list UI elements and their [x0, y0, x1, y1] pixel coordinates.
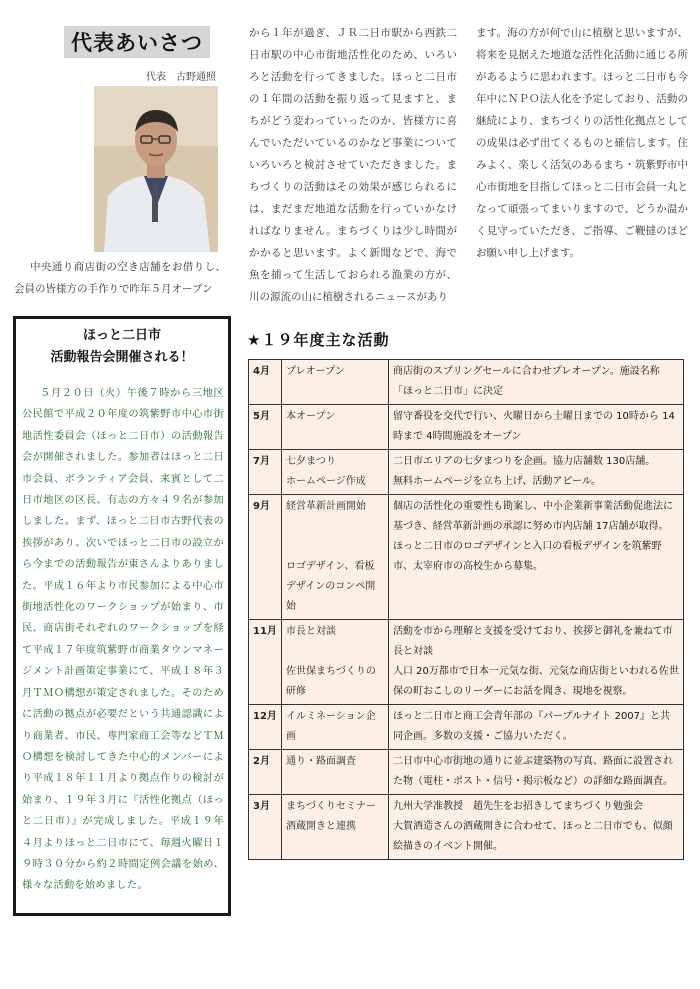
activity-name [282, 750, 389, 795]
greeting-title: 代表あいさつ [64, 26, 210, 58]
table-row [249, 450, 684, 495]
activity-detail [389, 495, 684, 620]
activity-detail [389, 750, 684, 795]
activity-detail-item: 商店街のスプリングセールに合わせプレオープン。施設名称「ほっと二日市」に決定 [393, 366, 660, 397]
activity-detail-item: 九州大学准教授 趙先生をお招きしてまちづくり勉強会 [393, 801, 643, 812]
activity-name-item: ホームページ作成 [286, 476, 366, 487]
table-row [249, 495, 684, 620]
report-title [16, 325, 228, 369]
activity-name [282, 620, 389, 705]
activity-name [282, 405, 389, 450]
greeting-text-col1: 中央通り商店街の空き店舗をお借りし、会員の皆様方の手作りで昨年５月オープン [14, 261, 226, 295]
activity-month: 2月 [249, 750, 282, 795]
activity-name-item: まちづくりセミナー [286, 801, 376, 812]
activity-detail-item: 活動を市から理解と支援を受けており、挨拶と御礼を兼ねて市長と対談 [393, 626, 673, 657]
activity-name [282, 450, 389, 495]
activity-detail [389, 360, 684, 405]
table-row [249, 360, 684, 405]
activity-detail-item: 個店の活性化の重要性も勘案し、中小企業新事業活動促進法に基づき、経営革新計画の承認に努め市内店舗 17店舗が取得。 [393, 501, 673, 532]
table-row [249, 620, 684, 705]
table-row [249, 705, 684, 750]
activity-detail-item: 無料ホームページを立ち上げ、活動アピール。 [393, 476, 601, 487]
activity-name-item: 佐世保まちづくりの研修 [286, 666, 376, 697]
activity-detail-item: ほっと二日市と商工会青年部の『パープルナイト 2007』と共同企画。多数の支援・ご協力いただく。 [393, 711, 671, 742]
report-title-line2: 活動報告会開催される！ [50, 350, 194, 365]
activity-detail-item: 二日市エリアの七夕まつりを企画。協力店舗数 130店舗。 [393, 456, 656, 467]
greeting-text-col2: から１年が過ぎ、ＪＲ二日市駅から西鉄二日市駅の中心市街地活性化のため、いろいろと活動を行ってきました。ほっと二日市の１年間の活動を振り返って見ますと、まちがどう変わっていったのか、皆様方に喜んでいただいているのかなど事業についていろいろと検討させていただきました。まちづくりの活動はその効果が感じられるには、まだまだ地道な活動を行っていかなければなりません。まちづくりは少し時間がかかると思います。よく新聞などで、海で魚を捕って生活しておられる漁業の方が、川の源流の山に植樹されるニュースがあり [249, 27, 457, 303]
activity-detail [389, 620, 684, 705]
report-body: ５月２０日（火）午後７時から三地区公民館で平成２０年度の筑紫野市中心市街地活性委員会（ほっと二日市）の活動報告会が開催されました。参加者はほっと二日市会員、ボランティア会員、来賓として二日市地区の区長、有志の方々４９名が参加しました。まず、ほっと二日市古野代表の挨拶があり、次いでほっと二日市の設立から今までの活動報告が東さんよりありました。平成１６年より市民参加による中心市街地活性化のワークショップが始まり、市民、商店街それぞれのワークショップを経て平成１７年度筑紫野市商業タウンマネージメント計画策定事業にて、平成１８年３月ＴＭＯ構想が策定されました。そのために活動の拠点が必要だという共通認識により商業者、市民、専門家商工会等などＴＭＯ構想を検討してきた中心的メンバーにより平成１８年１１月より拠点作りの検討が始まり、１９年３月に『活性化拠点（ほっと二日市）』が完成しました。平成１９年４月よりほっと二日市にて、毎週火曜日１９時３０分から約２時間定例会議を始め、様々な活動を始めました。 [22, 388, 224, 892]
activity-detail-item: 大賀酒造さんの酒蔵開きに合わせて、ほっと二日市でも、似顔絵描きのイベント開催。 [393, 821, 673, 852]
activity-name-item: 本オープン [286, 411, 336, 422]
report-box [13, 316, 231, 916]
activity-name-item: 経営革新計画開始 [286, 501, 366, 512]
activity-detail [389, 705, 684, 750]
activity-name-item: 七夕まつり [286, 456, 336, 467]
activity-name-item: プレオープン [286, 366, 345, 377]
activity-month: 4月 [249, 360, 282, 405]
activity-name-item: 酒蔵開きと連携 [286, 821, 356, 832]
table-row [249, 795, 684, 860]
activity-month: 5月 [249, 405, 282, 450]
table-row [249, 405, 684, 450]
activities-table [248, 359, 684, 860]
activity-name-item: 市長と対談 [286, 626, 336, 637]
activity-name-item: ロゴデザイン、看板デザインのコンペ開始 [286, 561, 376, 612]
activity-detail [389, 405, 684, 450]
representative-name: 代表 古野通照 [146, 72, 216, 83]
activity-detail [389, 450, 684, 495]
activity-name-item: 通り・路面調査 [286, 756, 356, 767]
report-title-line1: ほっと二日市 [82, 328, 161, 343]
activity-detail [389, 795, 684, 860]
activity-month: 7月 [249, 450, 282, 495]
activity-detail-item: 二日市中心市街地の通りに並ぶ建築物の写真、路面に設置された物（電柱・ポスト・信号・掲示板など）の詳細な路面調査。 [393, 756, 673, 787]
greeting-text-col3: ます。海の方が何で山に植樹と思いますが、将来を見据えた地道な活性化活動に通じる所があるように思われます。ほっと二日市も今年中にＮＰＯ法人化を予定しており、活動の継続により、まちづくりの活性化拠点としての成果は必ず出てくるものと確信します。住みよく、楽しく活気のあるまち・筑紫野市中心市街地を目指してほっと二日市会員一丸となって頑張ってまいりますので、どうか温かく見守っていただき、ご指導、ご鞭撻のほどお願い申し上げます。 [476, 27, 688, 259]
activity-detail-item: ほっと二日市のロゴデザインと入口の看板デザインを筑紫野市、太宰府市の高校生から募集。 [393, 541, 662, 572]
activity-name [282, 495, 389, 620]
activity-name [282, 795, 389, 860]
activity-month: 3月 [249, 795, 282, 860]
activity-month: 12月 [249, 705, 282, 750]
activity-detail-item: 留守番役を交代で行い、火曜日から土曜日までの 10時から 14時まで 4時間施設をオープン [393, 411, 675, 442]
activity-name [282, 705, 389, 750]
activity-month: 11月 [249, 620, 282, 705]
activity-month: 9月 [249, 495, 282, 620]
table-row [249, 750, 684, 795]
representative-photo [94, 86, 218, 252]
activities-heading: ★１９年度主な活動 [247, 331, 390, 349]
activity-detail-item: 人口 20万都市で日本一元気な街、元気な商店街といわれる佐世保の町おこしのリーダーにお話を聞き、現地を視察。 [393, 666, 679, 697]
activity-name [282, 360, 389, 405]
activity-name-item: イルミネーション企画 [286, 711, 376, 742]
